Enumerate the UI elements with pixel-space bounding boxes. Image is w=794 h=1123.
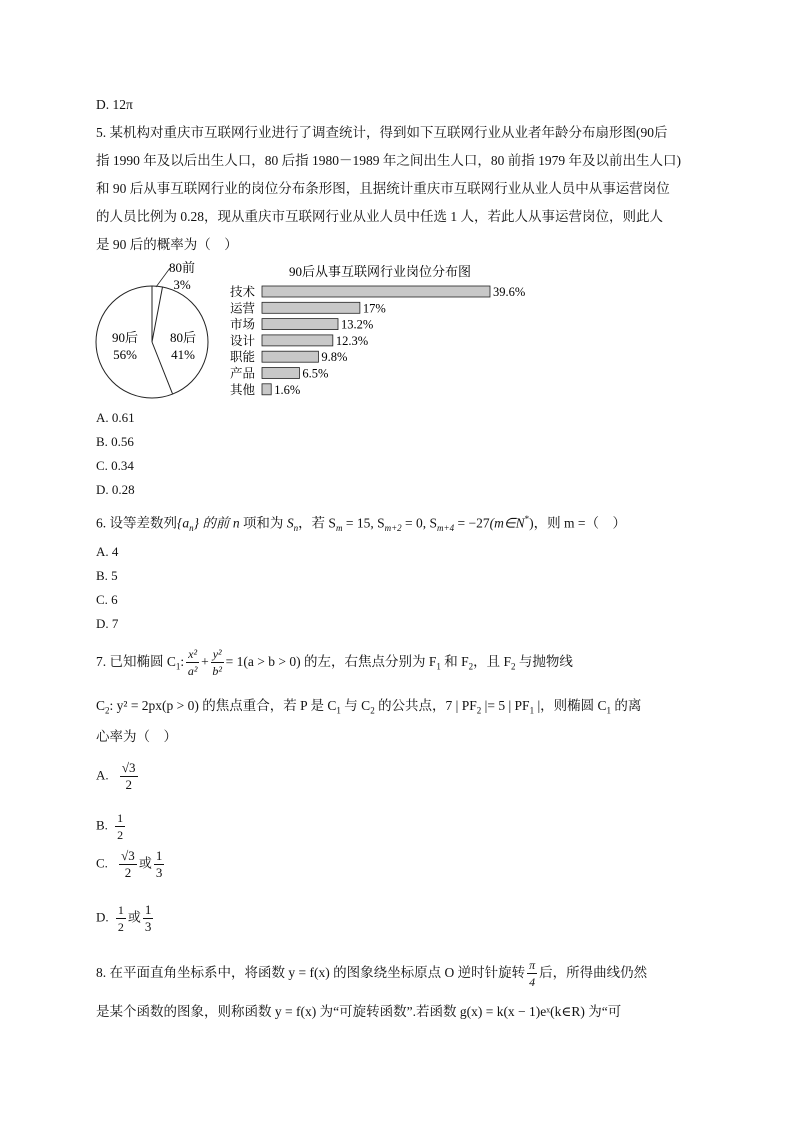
- bar: [262, 351, 318, 362]
- q5-option-a: A. 0.61: [96, 410, 135, 425]
- q6-stem: 6. 设等差数列$\{a_n\}$ 的前 n 项和为 $S_n$，若 $S_m = 15$, $S_{m+2} = 0$, $S_{m+4}$ = −27(m∈N*)，则 m =（ ）: [96, 514, 626, 534]
- bar: [262, 335, 333, 346]
- q5-option-b: B. 0.56: [96, 434, 134, 449]
- q5-line-5: 是 90 后的概率为（ ）: [96, 237, 238, 252]
- q6-option-b: B. 5: [96, 568, 118, 583]
- q5-line-1: 5. 某机构对重庆市互联网行业进行了调查统计，得到如下互联网行业从业者年龄分布扇形图(90后: [96, 125, 668, 140]
- pie-leader-line: [156, 268, 170, 287]
- bar-chart-title: 90后从事互联网行业岗位分布图: [288, 264, 472, 279]
- bar-value-label: 17%: [362, 301, 386, 316]
- bar-value-label: 9.8%: [321, 350, 348, 365]
- q7-option-d: D. $\frac{1}{2}$ 或 $\frac{1}{3}$: [96, 902, 152, 934]
- pie-label-80hou: 80后: [169, 330, 197, 345]
- pie-label-80qian: 80前: [168, 260, 196, 275]
- bar: [262, 302, 360, 313]
- pie-label-90hou: 90后: [111, 330, 139, 345]
- q7-line-2: $C_2$: y² = 2px(p > 0) 的焦点重合，若 P 是 $C_1$ 与 $C_2$ 的公共点，7 | $PF_2$ |= 5 | $PF_1$ |，则椭圆 $C_1$ 的离: [96, 698, 642, 716]
- bar: [262, 319, 338, 330]
- bar-category-label: 技术: [230, 285, 256, 299]
- q5-option-d: D. 0.28: [96, 482, 135, 497]
- bar-category-label: 设计: [230, 333, 256, 348]
- pie-pct-90hou: 56%: [113, 347, 137, 362]
- q7-option-c: C. $\frac{√3}{2}$ 或 $\frac{1}{3}$: [96, 848, 163, 880]
- q7-option-b: B. $\frac{1}{2}$: [96, 811, 124, 842]
- bar-value-label: 1.6%: [274, 382, 301, 397]
- bar-category-label: 市场: [230, 317, 256, 332]
- bar: [262, 368, 299, 379]
- bar-category-label: 职能: [230, 350, 256, 365]
- bar-value-label: 12.3%: [335, 333, 369, 348]
- q5-line-3: 和 90 后从事互联网行业的岗位分布条形图，且据统计重庆市互联网行业从业人员中从事运营岗位: [96, 181, 670, 196]
- bar: [262, 384, 271, 395]
- bar-value-label: 6.5%: [302, 366, 329, 381]
- q6-option-d: D. 7: [96, 616, 119, 631]
- q4-option-d: D. 12π: [96, 97, 133, 112]
- bar-value-label: 13.2%: [341, 317, 374, 332]
- bar: [262, 286, 490, 297]
- q7-line-1: 7. 已知椭圆 $C_1$: $\frac{\text{x²}}{\text{a²}}$ + $\frac{\text{y²}}{\text{b²}}$ = 1(a > b > 0) 的左，右焦点分别为 $F_1$ 和 $F_2$，且 $F_2$ 与抛物线: [96, 647, 573, 679]
- pie-pct-80qian: 3%: [173, 277, 191, 292]
- q8-line-2: 是某个函数的图象，则称函数 y = f(x) 为“可旋转函数”.若函数 g(x) = k(x − 1)eˣ(k∈R) 为“可: [96, 1004, 622, 1019]
- q6-option-c: C. 6: [96, 592, 118, 607]
- q5-line-4: 的人员比例为 0.28，现从重庆市互联网行业从业人员中任选 1 人，若此人从事运营岗位，则此人: [96, 209, 663, 224]
- q5-option-c: C. 0.34: [96, 458, 134, 473]
- q8-line-1: 8. 在平面直角坐标系中，将函数 y = f(x) 的图象绕坐标原点 O 逆时针旋转 $\frac{\pi}{4}$ 后，所得曲线仍然: [96, 958, 648, 990]
- bar-category-label: 其他: [230, 382, 256, 397]
- bar-category-label: 运营: [230, 301, 256, 316]
- pie-pct-80hou: 41%: [171, 347, 195, 362]
- age-pie-chart: [90, 256, 230, 404]
- job-bar-chart: [226, 262, 546, 402]
- bar-category-label: 产品: [230, 366, 256, 381]
- bar-value-label: 39.6%: [493, 285, 526, 299]
- q6-option-a: A. 4: [96, 544, 119, 559]
- q7-option-a: A. $\frac{√3}{2}$: [96, 760, 136, 792]
- q5-line-2: 指 1990 年及以后出生人口，80 后指 1980－1989 年之间出生人口，80 前指 1979 年及以前出生人口): [96, 153, 681, 168]
- q7-line-3: 心率为（ ）: [96, 729, 177, 744]
